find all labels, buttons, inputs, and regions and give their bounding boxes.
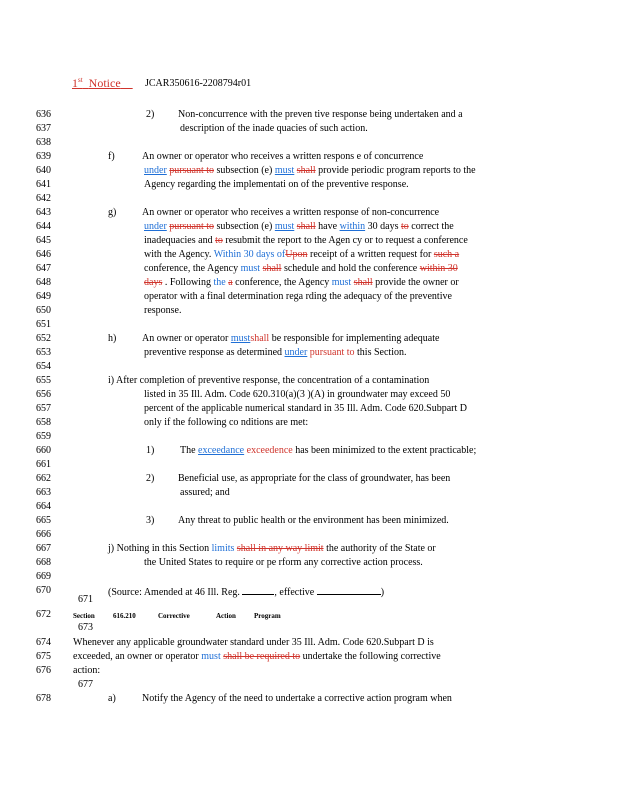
body-text: assured; and [180,487,230,498]
line-number: 643 [36,207,51,218]
line-number: 677 [78,679,93,690]
line-number: 640 [36,165,51,176]
line-number: 647 [36,263,51,274]
line-number: 645 [36,235,51,246]
line-number: 661 [36,459,51,470]
body-text: operator with a final determination rega rding the adequacy of the preventive [144,291,452,302]
body-text: Whenever any applicable groundwater standard under 35 Ill. Adm. Code 620.Subpart D is [73,637,434,648]
line-number: 672 [36,609,51,620]
body-text: inadequacies and to resubmit the report to the Agen cy or to request a conference [144,235,468,246]
body-text: An owner or operator mustshall be responsible for implementing adequate [142,333,440,344]
body-text: preventive response as determined under pursuant to this Section. [144,347,407,358]
line-number: 674 [36,637,51,648]
line-number: 675 [36,651,51,662]
section-label: Section [73,612,95,620]
line-number: 662 [36,473,51,484]
line-number: 649 [36,291,51,302]
item-marker: g) [108,207,117,218]
body-text: An owner or operator who receives a written response of non-concurrence [142,207,440,218]
item-marker: 1) [146,445,155,456]
section-title: Program [254,612,281,620]
source-note: (Source: Amended at 46 Ill. Reg. , effective ) [108,587,385,598]
body-text: under pursuant to subsection (e) must shall provide periodic program reports to the [144,165,476,176]
section-title: Corrective [158,612,190,620]
line-number: 678 [36,693,51,704]
line-number: 651 [36,319,51,330]
body-text: The exceedance exceedence has been minimized to the extent practicable; [180,445,477,456]
body-text: Agency regarding the implementati on of the preventive response. [144,179,409,190]
line-number: 664 [36,501,51,512]
body-text: listed in 35 Ill. Adm. Code 620.310(a)(3 )(A) in groundwater may exceed 50 [144,389,451,400]
body-text: An owner or operator who receives a written respons e of concurrence [142,151,424,162]
line-number: 659 [36,431,51,442]
line-number: 656 [36,389,51,400]
line-number: 653 [36,347,51,358]
line-number: 637 [36,123,51,134]
item-marker: f) [108,151,115,162]
body-text: only if the following co nditions are met: [144,417,309,428]
line-number: 676 [36,665,51,676]
line-number: 639 [36,151,51,162]
document-code: JCAR350616-2208794r01 [145,78,252,89]
body-text: i) After completion of preventive response, the concentration of a contamination [108,375,430,386]
line-number: 644 [36,221,51,232]
line-number: 638 [36,137,51,148]
body-text: response. [144,305,182,316]
line-number: 667 [36,543,51,554]
line-number: 665 [36,515,51,526]
body-text: Any threat to public health or the environment has been minimized. [178,515,449,526]
body-text: Notify the Agency of the need to undertake a corrective action program when [142,693,452,704]
body-text: the United States to require or pe rform any corrective action process. [144,557,423,568]
line-number: 648 [36,277,51,288]
body-text: Non-concurrence with the preven tive response being undertaken and a [178,109,463,120]
body-text: conference, the Agency must shall schedule and hold the conference within 30 [144,263,458,274]
body-text: days . Following the a conference, the Agency must shall provide the owner or [144,277,459,288]
line-number: 660 [36,445,51,456]
line-number: 668 [36,557,51,568]
line-number: 669 [36,571,51,582]
line-number: 650 [36,305,51,316]
notice-label: 1st Notice [72,76,121,90]
line-number: 636 [36,109,51,120]
line-number: 666 [36,529,51,540]
line-number: 654 [36,361,51,372]
item-marker: h) [108,333,117,344]
line-number: 658 [36,417,51,428]
body-text: exceeded, an owner or operator must shall be required to undertake the following corrective [73,651,441,662]
body-text: description of the inade quacies of such action. [180,123,368,134]
body-text: with the Agency. Within 30 days ofUpon receipt of a written request for such a [144,249,460,260]
line-number: 642 [36,193,51,204]
item-marker: 3) [146,515,155,526]
line-number: 655 [36,375,51,386]
line-number: 646 [36,249,51,260]
item-marker: 2) [146,109,155,120]
line-number: 652 [36,333,51,344]
line-number: 671 [78,594,93,605]
line-number: 641 [36,179,51,190]
item-marker: a) [108,693,116,704]
body-text: action: [73,665,101,676]
line-number: 673 [78,622,93,633]
line-number: 657 [36,403,51,414]
section-number: 616.210 [113,612,136,620]
line-number: 670 [36,585,51,596]
line-number: 663 [36,487,51,498]
item-marker: 2) [146,473,155,484]
body-text: under pursuant to subsection (e) must shall have within 30 days to correct the [144,221,454,232]
body-text: j) Nothing in this Section limits shall in any way limit the authority of the State or [108,543,436,554]
body-text: Beneficial use, as appropriate for the class of groundwater, has been [178,473,451,484]
section-title: Action [216,612,236,620]
body-text: percent of the applicable numerical standard in 35 Ill. Adm. Code 620.Subpart D [144,403,467,414]
